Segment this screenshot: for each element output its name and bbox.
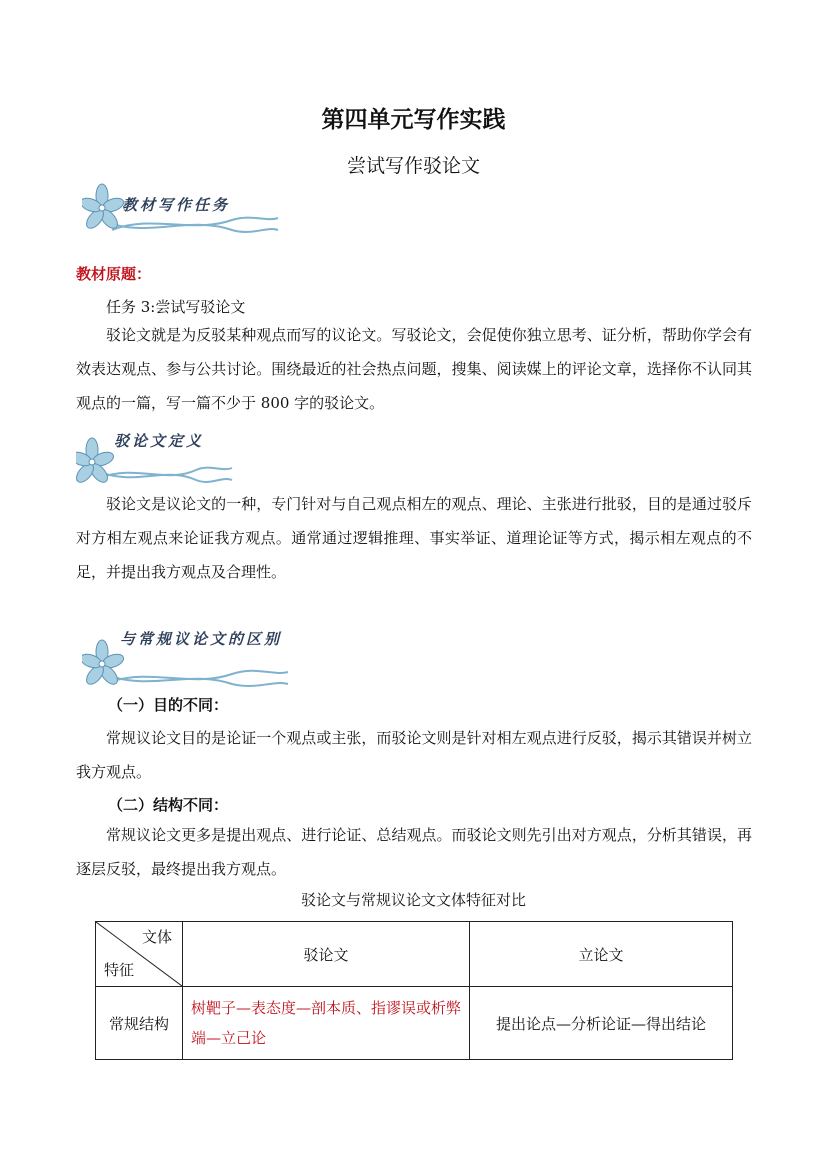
header-col2: 立论文 bbox=[470, 922, 733, 987]
corner-top-label: 文体 bbox=[141, 928, 172, 946]
banner-definition-text: 驳论文定义 bbox=[114, 432, 205, 450]
definition-paragraph: 驳论文是议论文的一种，专门针对与自己观点相左的观点、理论、主张进行批驳，目的是通过驳斥对方相左观点来论证我方观点。通常通过逻辑推理、事实举证、道理论证等方式，揭示相左观点的不足，并提出我方观点及合理性。 bbox=[76, 495, 752, 581]
banner-task bbox=[82, 178, 282, 240]
task-paragraph: 驳论文就是为反驳某种观点而写的议论文。写驳论文，会促使你独立思考、证分析，帮助你学会有效表达观点、参与公共讨论。围绕最近的社会热点问题，搜集、阅读媒上的评论文章，选择你不认同其观点的一篇，写一篇不少于 800 字的驳论文。 bbox=[76, 326, 752, 412]
corner-bottom-label: 特征 bbox=[104, 961, 135, 979]
table-row bbox=[96, 987, 733, 1060]
banner-difference-text: 与常规议论文的区别 bbox=[120, 630, 283, 648]
table-corner-cell bbox=[96, 922, 183, 987]
task-line: 任务 3:尝试写驳论文 bbox=[106, 298, 246, 316]
page-title: 第四单元写作实践 bbox=[321, 106, 506, 133]
banner-task-text: 教材写作任务 bbox=[122, 196, 231, 214]
comparison-table bbox=[95, 921, 733, 1060]
section-label: 教材原题： bbox=[76, 265, 152, 283]
difference-heading-1: （一）目的不同： bbox=[108, 696, 229, 714]
table-caption: 驳论文与常规议论文文体特征对比 bbox=[300, 891, 526, 909]
row-col2: 提出论点—分析论证—得出结论 bbox=[470, 987, 733, 1060]
table-header-row bbox=[96, 922, 733, 987]
difference-paragraph-1: 常规议论文目的是论证一个观点或主张，而驳论文则是针对相左观点进行反驳，揭示其错误并树立我方观点。 bbox=[76, 729, 752, 781]
difference-paragraph-2: 常规议论文更多是提出观点、进行论证、总结观点。而驳论文则先引出对方观点，分析其错误，再逐层反驳，最终提出我方观点。 bbox=[76, 826, 752, 878]
banner-difference bbox=[82, 622, 292, 692]
page-subtitle: 尝试写作驳论文 bbox=[346, 155, 480, 177]
difference-heading-2: （二）结构不同： bbox=[108, 796, 229, 814]
banner-definition bbox=[76, 424, 236, 490]
row-label: 常规结构 bbox=[96, 987, 183, 1060]
row-col1: 树靶子—表态度—剖本质、指谬误或析弊端—立己论 bbox=[183, 987, 470, 1060]
header-col1: 驳论文 bbox=[183, 922, 470, 987]
